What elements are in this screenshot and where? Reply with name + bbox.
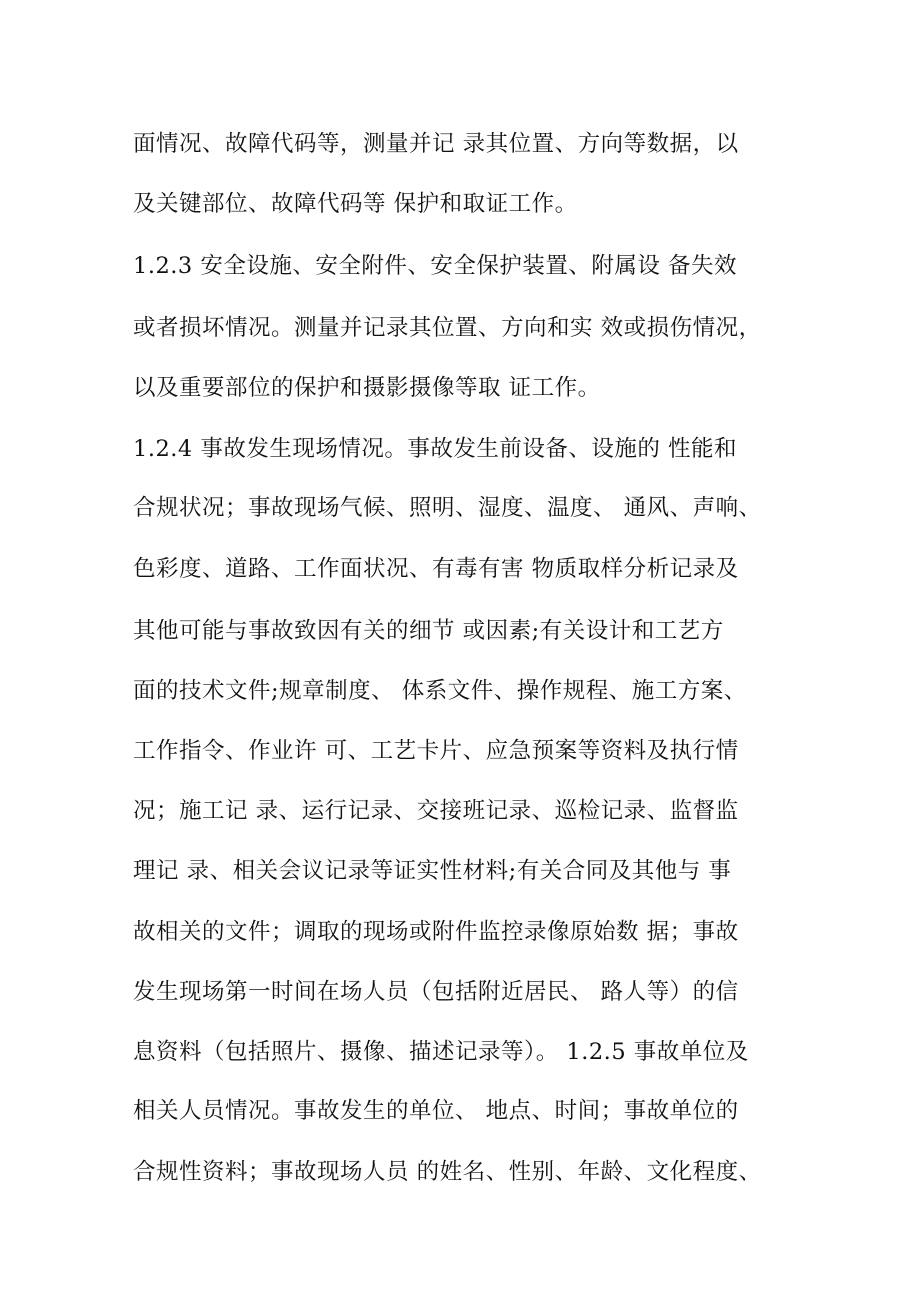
text-line: 况；施工记 录、运行记录、交接班记录、巡检记录、监督监 (133, 798, 739, 824)
text-line: 其他可能与事故致因有关的细节 或因素;有关设计和工艺方 (133, 618, 724, 644)
text-line: 色彩度、道路、工作面状况、有毒有害 物质取样分析记录及 (133, 556, 739, 582)
text-line: 工作指令、作业许 可、工艺卡片、应急预案等资料及执行情 (133, 738, 739, 764)
text-line: 1.2.3 安全设施、安全附件、安全保护装置、附属设 备失效 (133, 253, 738, 279)
text-line: 合规状况；事故现场气候、照明、湿度、温度、 通风、声响、 (133, 495, 762, 521)
text-line: 理记 录、相关会议记录等证实性材料;有关合同及其他与 事 (133, 858, 732, 884)
text-line: 或者损坏情况。测量并记录其位置、方向和实 效或损伤情况， (133, 315, 762, 341)
text-line: 合规性资料；事故现场人员 的姓名、性别、年龄、文化程度、 (133, 1159, 762, 1185)
text-line: 及关键部位、故障代码等 保护和取证工作。 (133, 191, 578, 217)
text-line: 故相关的文件；调取的现场或附件监控录像原始数 据；事故 (133, 919, 739, 945)
text-line: 面的技术文件;规章制度、 体系文件、操作规程、施工方案、 (133, 678, 747, 704)
text-line: 发生现场第一时间在场人员（包括附近居民、 路人等）的信 (133, 979, 739, 1005)
text-line: 面情况、故障代码等，测量并记 录其位置、方向等数据，以 (133, 131, 739, 157)
text-line: 息资料（包括照片、摄像、描述记录等）。 1.2.5 事故单位及 (133, 1039, 749, 1065)
text-line: 1.2.4 事故发生现场情况。事故发生前设备、设施的 性能和 (133, 436, 738, 462)
text-line: 以及重要部位的保护和摄影摄像等取 证工作。 (133, 375, 601, 401)
text-line: 相关人员情况。事故发生的单位、 地点、时间；事故单位的 (133, 1098, 739, 1124)
